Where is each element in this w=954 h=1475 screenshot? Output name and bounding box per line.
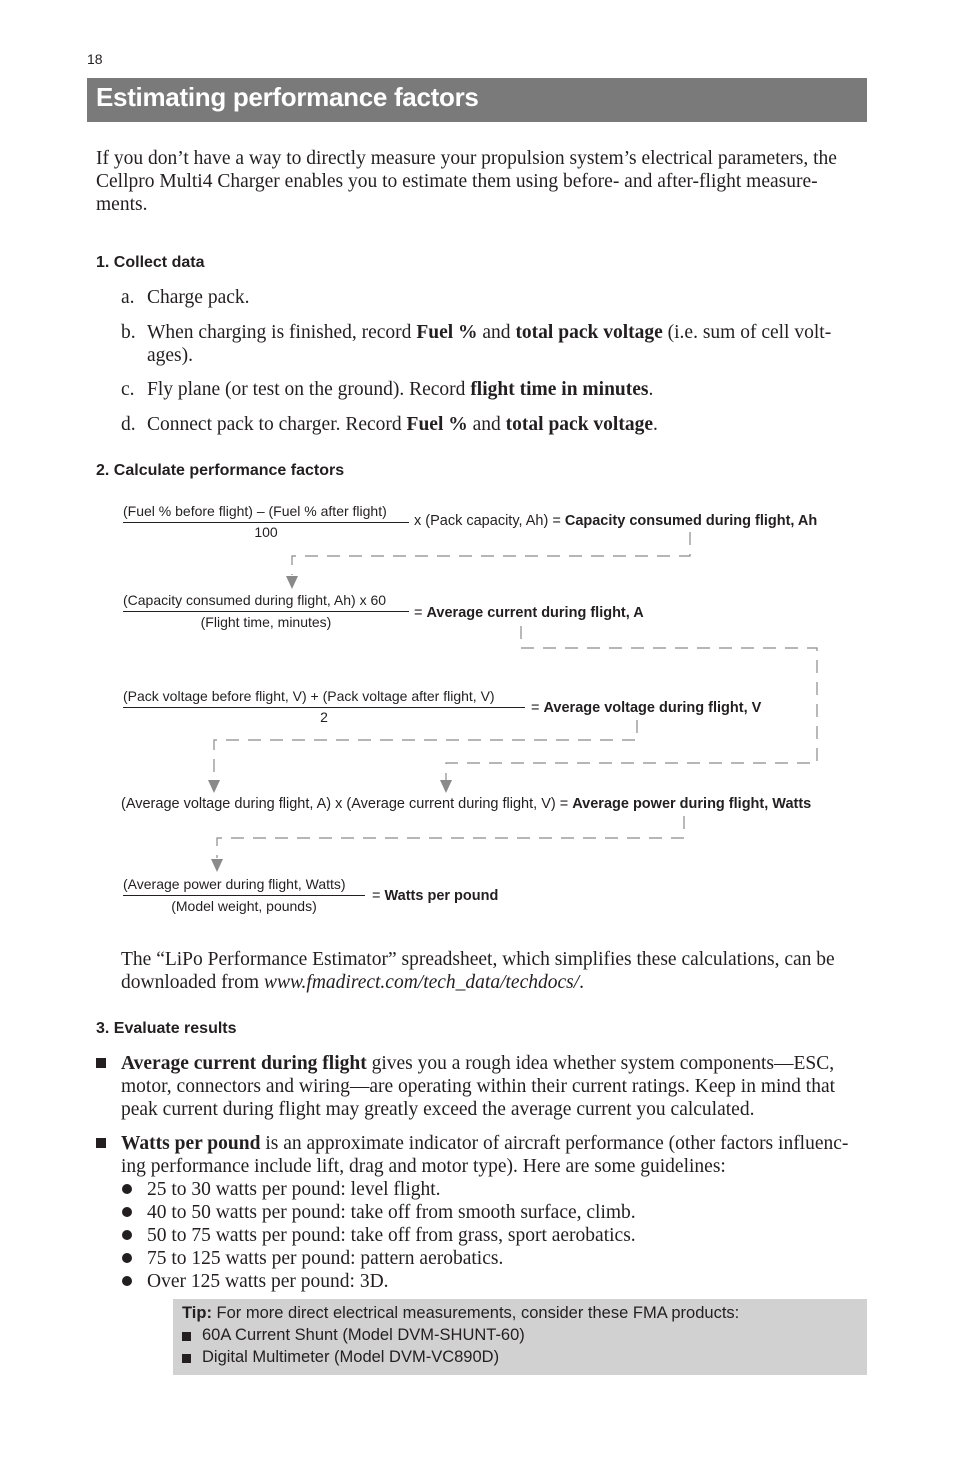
formula3-result — [531, 700, 761, 716]
average-voltage-result: Average voltage during flight, V — [543, 700, 762, 716]
watts-per-pound-bullet — [121, 1132, 861, 1178]
tip-item: Digital Multimeter (Model DVM-VC890D) — [202, 1348, 500, 1366]
connector-voltage-to-power — [214, 720, 637, 780]
guideline-item: 50 to 75 watts per pound: take off from grass, sport aerobatics. — [147, 1225, 636, 1246]
square-bullet-icon — [96, 1058, 106, 1068]
step-letter: d. — [121, 414, 136, 435]
step-emphasis: Fuel % — [406, 414, 468, 435]
tip-label: Tip: — [182, 1304, 212, 1322]
arrow-head — [440, 780, 452, 793]
round-bullet-icon — [122, 1207, 132, 1217]
formula5-fraction-bar — [123, 895, 365, 896]
step-letter: b. — [121, 322, 136, 343]
average-current-result: Average current during flight, A — [426, 605, 644, 621]
note-prefix: downloaded from — [121, 972, 264, 993]
note-suffix: . — [579, 972, 585, 993]
average-current-term: Average current during flight — [121, 1053, 367, 1074]
formula3-fraction-bar — [123, 707, 525, 708]
spreadsheet-url-link[interactable]: www.fmadirect.com/tech_data/techdocs/ — [263, 972, 580, 993]
step-emphasis: total pack voltage — [515, 322, 663, 343]
note-line: The “LiPo Performance Estimator” spreadsheet, which simplifies these calculations, can be — [121, 949, 835, 970]
step-letter: a. — [121, 287, 135, 308]
formula1-result — [414, 513, 817, 529]
step-run: Charge pack. — [147, 287, 250, 308]
connector-power-to-watts — [217, 816, 684, 858]
note-line — [121, 971, 861, 994]
step-run: and — [467, 414, 506, 435]
bullet-text: motor, connectors and wiring—are operating within their current ratings. Keep in mind that — [121, 1076, 836, 1097]
bullet-text: peak current during flight may greatly exceed the average current you calculated. — [121, 1099, 755, 1120]
step-letter: c. — [121, 379, 135, 400]
square-bullet-icon — [182, 1354, 191, 1363]
step-emphasis: Fuel % — [416, 322, 478, 343]
formula5-operator: = — [372, 888, 385, 904]
round-bullet-icon — [122, 1230, 132, 1240]
formula2-result — [414, 605, 644, 621]
step-run: Connect pack to charger. Record — [147, 414, 407, 435]
intro-line: Cellpro Multi4 Charger enables you to estimate them using before- and after-flight measure- — [96, 171, 818, 192]
step-run: Fly plane (or test on the ground). Record — [147, 379, 471, 400]
guideline-item: Over 125 watts per pound: 3D. — [147, 1271, 389, 1292]
formula2-fraction-bar — [123, 611, 409, 612]
formula5-numerator: (Average power during flight, Watts) — [123, 876, 346, 892]
bullet-text: ing performance include lift, drag and motor type). Here are some guidelines: — [121, 1156, 726, 1177]
arrow-head — [211, 859, 223, 872]
formula3-numerator: (Pack voltage before flight, V) + (Pack voltage after flight, V) — [123, 688, 495, 704]
formula2-numerator: (Capacity consumed during flight, Ah) x 60 — [123, 592, 387, 608]
round-bullet-icon — [122, 1253, 132, 1263]
tip-item: 60A Current Shunt (Model DVM-SHUNT-60) — [202, 1326, 525, 1344]
average-power-result: Average power during flight, Watts — [572, 796, 812, 812]
step-emphasis: total pack voltage — [505, 414, 653, 435]
formula1-numerator: (Fuel % before flight) – (Fuel % after flight) — [123, 503, 387, 519]
spreadsheet-note — [121, 948, 861, 994]
guideline-item: 75 to 125 watts per pound: pattern aerobatics. — [147, 1248, 504, 1269]
step-continuation: ages). — [147, 345, 194, 366]
section-heading-collect-data: 1. Collect data — [96, 254, 205, 271]
tip-text: For more direct electrical measurements, consider these FMA products: — [211, 1304, 740, 1322]
page-title: Estimating performance factors — [96, 82, 479, 112]
step-run: . — [653, 414, 658, 435]
formula2-operator: = — [414, 605, 427, 621]
section-heading-evaluate: 3. Evaluate results — [96, 1020, 237, 1037]
formula2-denominator: (Flight time, minutes) — [200, 614, 332, 630]
round-bullet-icon — [122, 1276, 132, 1286]
formula4-expression: (Average voltage during flight, A) x (Average current during flight, V) = — [121, 796, 573, 812]
formula3-operator: = — [531, 700, 544, 716]
formula5-denominator: (Model weight, pounds) — [171, 898, 317, 914]
step-emphasis: flight time in minutes — [470, 379, 649, 400]
round-bullet-icon — [122, 1184, 132, 1194]
capacity-consumed-result: Capacity consumed during flight, Ah — [564, 513, 818, 529]
step-run: When charging is finished, record — [147, 322, 417, 343]
bullet-text: gives you a rough idea whether system components—ESC, — [366, 1053, 835, 1074]
formula3-denominator: 2 — [320, 709, 328, 725]
formula4 — [121, 796, 811, 812]
step-run: . — [648, 379, 654, 400]
watts-per-pound-term: Watts per pound — [121, 1133, 261, 1154]
guideline-item: 40 to 50 watts per pound: take off from smooth surface, climb. — [147, 1202, 636, 1223]
formula1-denominator: 100 — [254, 524, 278, 540]
arrow-head — [286, 576, 298, 589]
watts-per-pound-result: Watts per pound — [384, 888, 499, 904]
step-run: (i.e. sum of cell volt- — [662, 322, 832, 343]
arrow-head — [208, 780, 220, 793]
average-current-bullet — [121, 1052, 861, 1121]
bullet-text: is an approximate indicator of aircraft performance (other factors influenc- — [260, 1133, 849, 1154]
formula5-result — [372, 888, 498, 904]
page-number: 18 — [87, 51, 103, 67]
intro-line: If you don’t have a way to directly measure your propulsion system’s electrical parameters, the — [96, 148, 837, 169]
step-run: and — [477, 322, 516, 343]
formula1-fraction-bar — [123, 522, 409, 523]
formula1-operator: x (Pack capacity, Ah) = — [414, 513, 565, 529]
tip-box — [173, 1299, 867, 1375]
section-heading-calculate: 2. Calculate performance factors — [96, 462, 345, 479]
guideline-item: 25 to 30 watts per pound: level flight. — [147, 1179, 441, 1200]
square-bullet-icon — [96, 1138, 106, 1148]
intro-line: ments. — [96, 194, 148, 215]
square-bullet-icon — [182, 1332, 191, 1341]
